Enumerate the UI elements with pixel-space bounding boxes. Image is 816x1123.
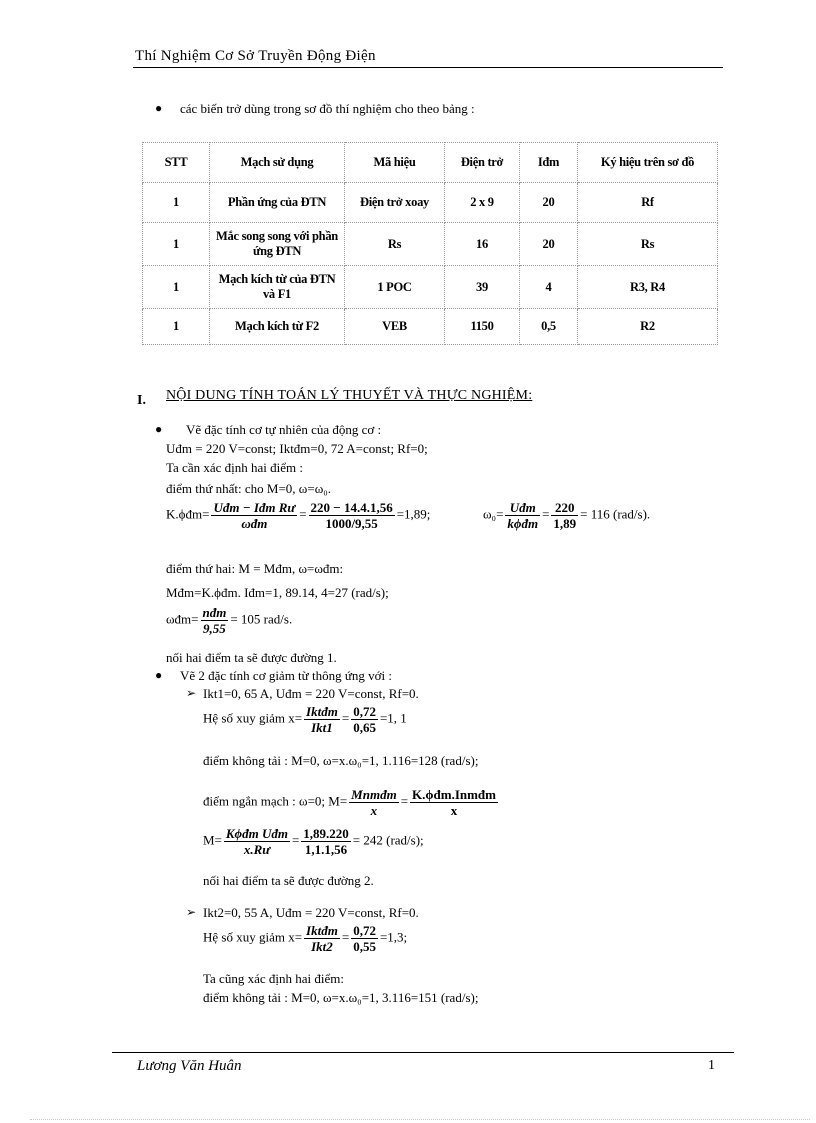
numerator: 0,72: [353, 704, 376, 719]
fraction: [211, 500, 297, 531]
case2-conditions: Ikt2=0, 55 A, Uđm = 220 V=const, Rf=0.: [203, 905, 419, 920]
denominator: 9,55: [203, 621, 226, 636]
numerator: Mnmđm: [351, 787, 397, 802]
table-cell: 20: [520, 223, 578, 266]
fraction: [304, 704, 340, 735]
formula-weakening1: [203, 704, 407, 735]
case1-conditions: Ikt1=0, 65 A, Uđm = 220 V=const, Rf=0.: [203, 686, 419, 701]
formula-torque: [203, 826, 424, 857]
table-cell: Mạch kích từ của ĐTN và F1: [210, 266, 345, 309]
table-cell: 4: [520, 266, 578, 309]
formula-prefix: M=: [203, 832, 222, 848]
text-line: nối hai điểm ta sẽ được đường 1.: [166, 650, 337, 665]
fraction: [551, 500, 578, 531]
numerator: Iktđm: [306, 923, 338, 938]
numerator: 220 − 14.4.1,56: [310, 500, 393, 515]
denominator: 1,89: [553, 516, 577, 531]
table-cell: Rs: [345, 223, 445, 266]
denominator: x: [450, 803, 458, 818]
numerator: Uđm: [505, 500, 540, 516]
formula-prefix: ωđm=: [166, 611, 199, 627]
formula-k-phi: [166, 500, 430, 531]
table-cell: 1150: [445, 309, 520, 345]
denominator: Ikt2: [311, 939, 333, 954]
formula-result: =1,3;: [379, 929, 408, 945]
page-number: 1: [708, 1058, 715, 1073]
table-cell: 1: [143, 223, 210, 266]
bullet-icon: ●: [155, 101, 163, 115]
equals-sign: =: [299, 506, 307, 522]
intro-text: các biến trở dùng trong sơ đồ thí nghiệm cho theo bảng :: [180, 101, 475, 116]
numerator: nđm: [202, 605, 227, 620]
denominator: x: [370, 803, 378, 818]
table-row: [143, 183, 718, 223]
equals-sign: =: [341, 929, 350, 945]
table-cell: Rf: [578, 183, 718, 223]
formula-omega-rated: [166, 605, 292, 636]
formula-omega0: [483, 500, 650, 531]
natural-char-heading: Vẽ đặc tính cơ tự nhiên của động cơ :: [186, 422, 382, 437]
footer-author: Lương Văn Huân: [137, 1058, 242, 1074]
table-header-cell: STT: [143, 143, 210, 183]
table-header-cell: Mạch sử dụng: [210, 143, 345, 183]
text-line: Ta cần xác định hai điểm :: [166, 460, 303, 475]
rated-conditions: Uđm = 220 V=const; Iktđm=0, 72 A=const; Rf=0;: [166, 441, 428, 456]
table-cell: 20: [520, 183, 578, 223]
denominator: x.Rư: [243, 842, 271, 857]
arrow-bullet-icon: ➢: [186, 905, 197, 919]
equals-sign: =: [400, 793, 409, 809]
table-row: [143, 223, 718, 266]
denominator: 1000/9,55: [325, 516, 378, 531]
resistor-table: [142, 142, 718, 345]
numerator: K.ϕđm.Inmđm: [412, 787, 496, 802]
formula-short-circuit: [203, 787, 500, 818]
bullet-icon: ●: [155, 422, 163, 436]
formula-result: = 116 (rad/s).: [580, 506, 651, 522]
footer-divider: [112, 1052, 734, 1053]
table-cell: 39: [445, 266, 520, 309]
page-edge-divider: [30, 1119, 810, 1120]
fraction: [304, 923, 340, 954]
numerator: 0,72: [353, 923, 376, 938]
text-line: Mđm=K.ϕđm. Iđm=1, 89.14, 4=27 (rad/s);: [166, 585, 389, 600]
formula-result: = 242 (rad/s);: [352, 832, 424, 848]
denominator: Ikt1: [311, 720, 333, 735]
formula-result: =1, 1: [379, 710, 407, 726]
reduced-flux-heading: Vẽ 2 đặc tính cơ giảm từ thông ứng với :: [180, 668, 392, 683]
table-cell: 0,5: [520, 309, 578, 345]
formula-prefix: K.ϕđm=: [166, 506, 210, 522]
page-header-title: Thí Nghiệm Cơ Sở Truyền Động Điện: [135, 48, 376, 64]
text-line: Ta cũng xác định hai điểm:: [203, 971, 344, 986]
bullet-icon: ●: [155, 668, 163, 682]
table-cell: 1: [143, 183, 210, 223]
table-cell: R2: [578, 309, 718, 345]
fraction: [201, 605, 229, 636]
text-line: điểm không tải : M=0, ω=x.ω₀=1, 1.116=128 (rad/s);: [203, 753, 479, 768]
header-divider: [133, 67, 723, 68]
table-cell: 2 x 9: [445, 183, 520, 223]
table-cell: VEB: [345, 309, 445, 345]
numerator: Kϕđm Uđm: [225, 826, 288, 841]
fraction: [410, 787, 498, 818]
formula-prefix: ω₀=: [483, 506, 504, 522]
arrow-bullet-icon: ➢: [186, 686, 197, 700]
fraction: [351, 704, 378, 735]
denominator: 0,55: [353, 939, 376, 954]
formula-result: = 105 rad/s.: [230, 611, 293, 627]
fraction: [351, 923, 378, 954]
table-header-cell: Mã hiệu: [345, 143, 445, 183]
table-cell: Mắc song song với phần ứng ĐTN: [210, 223, 345, 266]
numerator: Iktđm: [306, 704, 338, 719]
denominator: 0,65: [353, 720, 376, 735]
table-cell: Điện trở xoay: [345, 183, 445, 223]
table-header-cell: Iđm: [520, 143, 578, 183]
numerator: Uđm − Iđm Rư: [213, 500, 296, 515]
section-title: NỘI DUNG TÍNH TOÁN LÝ THUYẾT VÀ THỰC NGHIỆM:: [166, 388, 533, 403]
table-header-cell: Ký hiệu trên sơ đồ: [578, 143, 718, 183]
table-cell: Mạch kích từ F2: [210, 309, 345, 345]
formula-prefix: điểm ngắn mạch : ω=0; M=: [203, 793, 348, 809]
denominator: 1,1.1,56: [304, 842, 348, 857]
formula-weakening2: [203, 923, 407, 954]
formula-result: =1,89;: [396, 506, 431, 522]
formula-prefix: Hệ số xuy giảm x=: [203, 710, 303, 726]
section-number: I.: [137, 393, 146, 408]
table-row: [143, 309, 718, 345]
table-cell: 16: [445, 223, 520, 266]
table-cell: Rs: [578, 223, 718, 266]
equals-sign: =: [542, 506, 550, 522]
table-header-cell: Điện trở: [445, 143, 520, 183]
fraction: [349, 787, 399, 818]
table-cell: R3, R4: [578, 266, 718, 309]
denominator: ωđm: [241, 516, 268, 531]
fraction: [505, 500, 540, 531]
table-cell: 1: [143, 309, 210, 345]
text-line: điểm thứ hai: M = Mđm, ω=ωđm:: [166, 561, 344, 576]
fraction: [224, 826, 290, 857]
table-header-row: [143, 143, 718, 183]
equals-sign: =: [341, 710, 350, 726]
text-line: điểm thứ nhất: cho M=0, ω=ω₀.: [166, 481, 332, 496]
table-cell: Phần ứng của ĐTN: [210, 183, 345, 223]
denominator: kϕđm: [507, 516, 539, 531]
numerator: 1,89.220: [303, 826, 349, 841]
fraction: [301, 826, 351, 857]
numerator: 220: [551, 500, 578, 516]
formula-prefix: Hệ số xuy giảm x=: [203, 929, 303, 945]
fraction: [309, 500, 395, 531]
table-row: [143, 266, 718, 309]
table-cell: 1 POC: [345, 266, 445, 309]
table-cell: 1: [143, 266, 210, 309]
text-line: điểm không tải : M=0, ω=x.ω₀=1, 3.116=151 (rad/s);: [203, 990, 479, 1005]
equals-sign: =: [291, 832, 300, 848]
text-line: nối hai điểm ta sẽ được đường 2.: [203, 873, 374, 888]
